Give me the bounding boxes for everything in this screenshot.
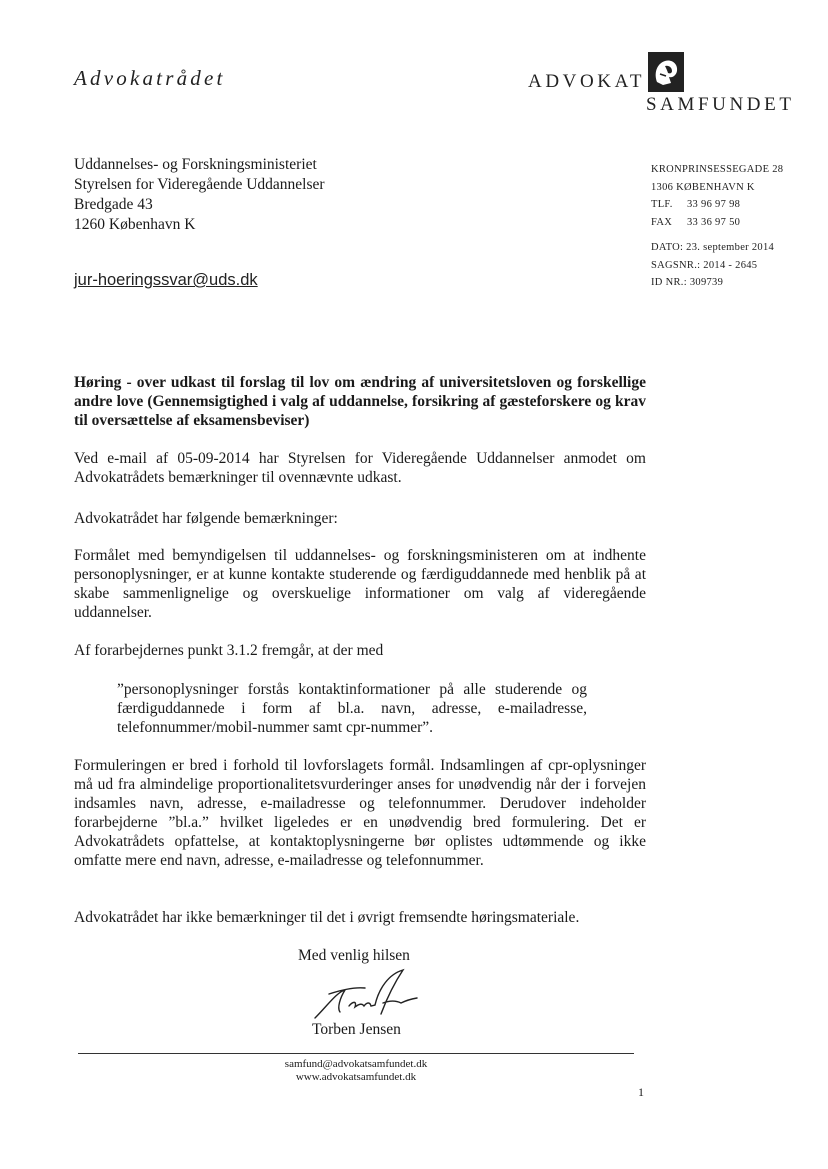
- page-number: 1: [638, 1085, 644, 1099]
- recipient-line: Bredgade 43: [74, 196, 153, 213]
- letter-date: DATO: 23. september 2014: [651, 242, 775, 253]
- advokatsamfundet-logo-emblem: [648, 52, 684, 92]
- sender-street: KRONPRINSESSEGADE 28: [651, 164, 784, 175]
- body-paragraph: Ved e-mail af 05-09-2014 har Styrelsen for Videregående Uddannelser anmodet om Advokatrådets bemærkninger til ovennævnte udkast.: [74, 450, 646, 486]
- phone-number: 33 96 97 98: [687, 199, 741, 210]
- body-paragraph: Advokatrådet har ikke bemærkninger til det i øvrigt fremsendte høringsmateriale.: [74, 909, 580, 926]
- recipient-address: [74, 155, 325, 235]
- footer-divider: [78, 1053, 634, 1054]
- logo-wordmark-samfundet: SAMFUNDET: [646, 94, 795, 115]
- sender-fax-row: [651, 214, 783, 232]
- body-paragraph: Formuleringen er bred i forhold til lovforslagets formål. Indsamlingen af cpr-oplysninger må ud fra almindelige proportionalitetsvurderinger anses for unødvendig når der i forvejen indsamles navn, adresse, e-mailadresse og telefonnummer. Derudover indeholder forarbejderne ”bl.a.” hvilket ligeledes er en unødvendig bred formulering. Det er Advokatrådets opfattelse, at kontaktoplysningerne bør oplistes udtømmende og ikke omfatte mere end navn, adresse, e-mailadresse og telefonnummer.: [74, 757, 646, 869]
- quoted-passage: ”personoplysninger forstås kontaktinformationer på alle studerende og færdiguddannede i form af bl.a. navn, adresse, e-mailadresse, telefonnummer/mobil-nummer samt cpr-nummer”.: [117, 681, 587, 736]
- handwritten-signature: [307, 968, 427, 1024]
- sender-city: 1306 KØBENHAVN K: [651, 181, 755, 193]
- body-paragraph: Formålet med bemyndigelsen til uddannelses- og forskningsministeren om at indhente personoplysninger, er at kunne kontakte studerende og færdiguddannede med henblik på at skabe sammenlignelige og overskuelige informationer om valg af videregående uddannelser.: [74, 547, 646, 621]
- recipient-line: Styrelsen for Videregående Uddannelser: [74, 176, 325, 193]
- advokatraadet-title: Advokatrådet: [74, 66, 226, 90]
- id-number: ID NR.: 309739: [651, 277, 724, 288]
- phone-label: TLF.: [651, 199, 673, 210]
- body-paragraph: Advokatrådet har følgende bemærkninger:: [74, 510, 338, 527]
- sender-contact-block: [651, 161, 783, 292]
- body-paragraph: Af forarbejdernes punkt 3.1.2 fremgår, at der med: [74, 642, 384, 659]
- recipient-line: Uddannelses- og Forskningsministeriet: [74, 156, 317, 173]
- recipient-line: 1260 København K: [74, 216, 196, 233]
- logo-wordmark-advokat: ADVOKAT: [528, 71, 646, 92]
- letter-subject: Høring - over udkast til forslag til lov om ændring af universitetsloven og forskellige andre love (Gennemsigtighed i valg af uddannelse, forsikring af gæsteforskere og krav til oversættelse af eksamensbeviser): [74, 374, 646, 429]
- case-number: SAGSNR.: 2014 - 2645: [651, 259, 758, 271]
- footer: [78, 1058, 634, 1084]
- footer-website[interactable]: www.advokatsamfundet.dk: [295, 1071, 417, 1083]
- signer-name: Torben Jensen: [312, 1021, 401, 1038]
- fax-number: 33 36 97 50: [687, 216, 741, 228]
- fax-label: FAX: [651, 216, 673, 228]
- sender-phone-row: [651, 196, 783, 214]
- closing-salutation: Med venlig hilsen: [298, 947, 410, 964]
- footer-email[interactable]: samfund@advokatsamfundet.dk: [284, 1058, 428, 1070]
- recipient-email-link[interactable]: jur-hoeringssvar@uds.dk: [74, 271, 258, 289]
